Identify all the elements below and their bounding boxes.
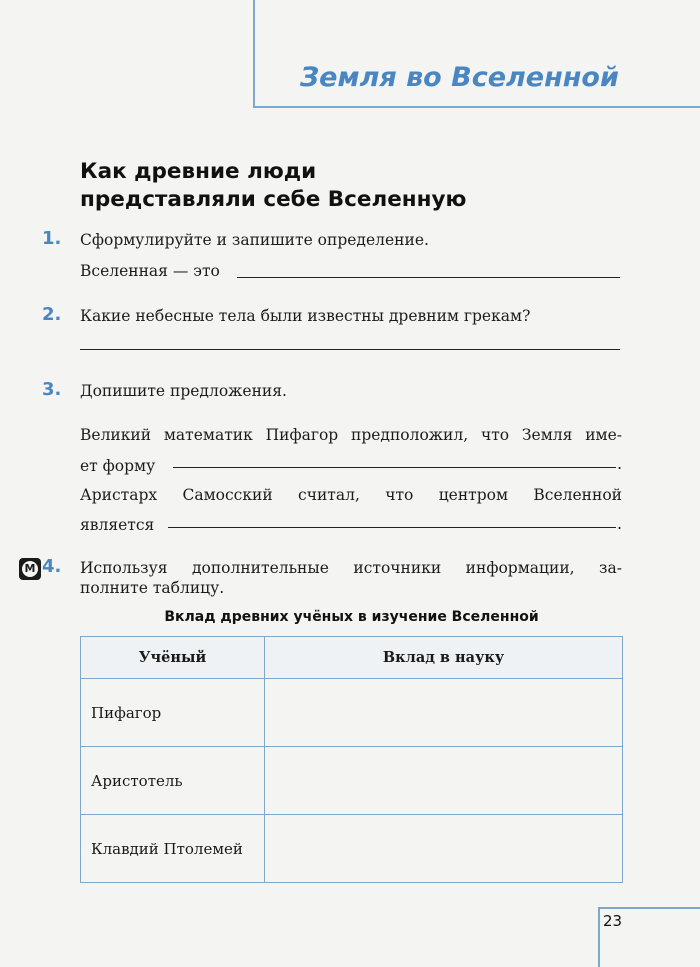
question-2-number: 2. xyxy=(42,304,62,325)
meta-subject-badge-icon xyxy=(19,558,41,580)
question-3-sentence-2-line-1: Аристарх Самосский считал, что центром Вселенной xyxy=(80,486,622,504)
question-2-text: Какие небесные тела были известны древним грекам? xyxy=(80,307,531,325)
question-3-text: Допишите предложения. xyxy=(80,382,287,400)
table-header-contribution: Вклад в науку xyxy=(265,637,623,679)
contribution-cell[interactable] xyxy=(265,815,623,883)
question-3-sentence-2-line-2: является xyxy=(80,516,155,534)
header-horizontal-rule xyxy=(253,106,700,108)
question-4-number: 4. xyxy=(42,556,62,577)
contribution-cell[interactable] xyxy=(265,679,623,747)
page-number-box-rule xyxy=(598,907,600,967)
table-header-row xyxy=(81,637,623,679)
scientist-name: Пифагор xyxy=(81,679,265,747)
question-1-text: Сформулируйте и запишите определение. xyxy=(80,231,429,249)
question-3-sentence-1-line-1: Великий математик Пифагор предположил, что Земля име- xyxy=(80,426,622,444)
answer-line-earth-shape[interactable] xyxy=(173,467,616,468)
section-title xyxy=(80,158,520,214)
question-1-prompt: Вселенная — это xyxy=(80,262,220,280)
answer-line-universe-definition[interactable] xyxy=(237,277,620,278)
section-title-line-1: Как древние люди xyxy=(80,159,317,184)
table-header-scientist: Учёный xyxy=(81,637,265,679)
scientist-name: Аристотель xyxy=(81,747,265,815)
table-caption: Вклад древних учёных в изучение Вселенной xyxy=(164,609,539,625)
contribution-cell[interactable] xyxy=(265,747,623,815)
badge-letter: М xyxy=(22,561,38,577)
period-mark: . xyxy=(617,514,623,533)
page-number: 23 xyxy=(603,912,623,930)
header-vertical-rule xyxy=(253,0,255,108)
scientist-name: Клавдий Птолемей xyxy=(81,815,265,883)
question-1-number: 1. xyxy=(42,228,62,249)
page-number-box-rule xyxy=(598,907,700,909)
table-row xyxy=(81,679,623,747)
question-4-text-line-1: Используя дополнительные источники информации, за- xyxy=(80,559,622,577)
question-3-number: 3. xyxy=(42,379,62,400)
chapter-title: Земля во Вселенной xyxy=(300,62,619,93)
table-row xyxy=(81,747,623,815)
answer-line-universe-center[interactable] xyxy=(168,527,616,528)
scientists-table xyxy=(80,636,623,883)
answer-line-celestial-bodies[interactable] xyxy=(80,349,620,350)
section-title-line-2: представляли себе Вселенную xyxy=(80,187,467,212)
question-4-text-line-2: полните таблицу. xyxy=(80,579,225,597)
period-mark: . xyxy=(617,454,623,473)
question-3-sentence-1-line-2: ет форму xyxy=(80,457,156,475)
table-row xyxy=(81,815,623,883)
